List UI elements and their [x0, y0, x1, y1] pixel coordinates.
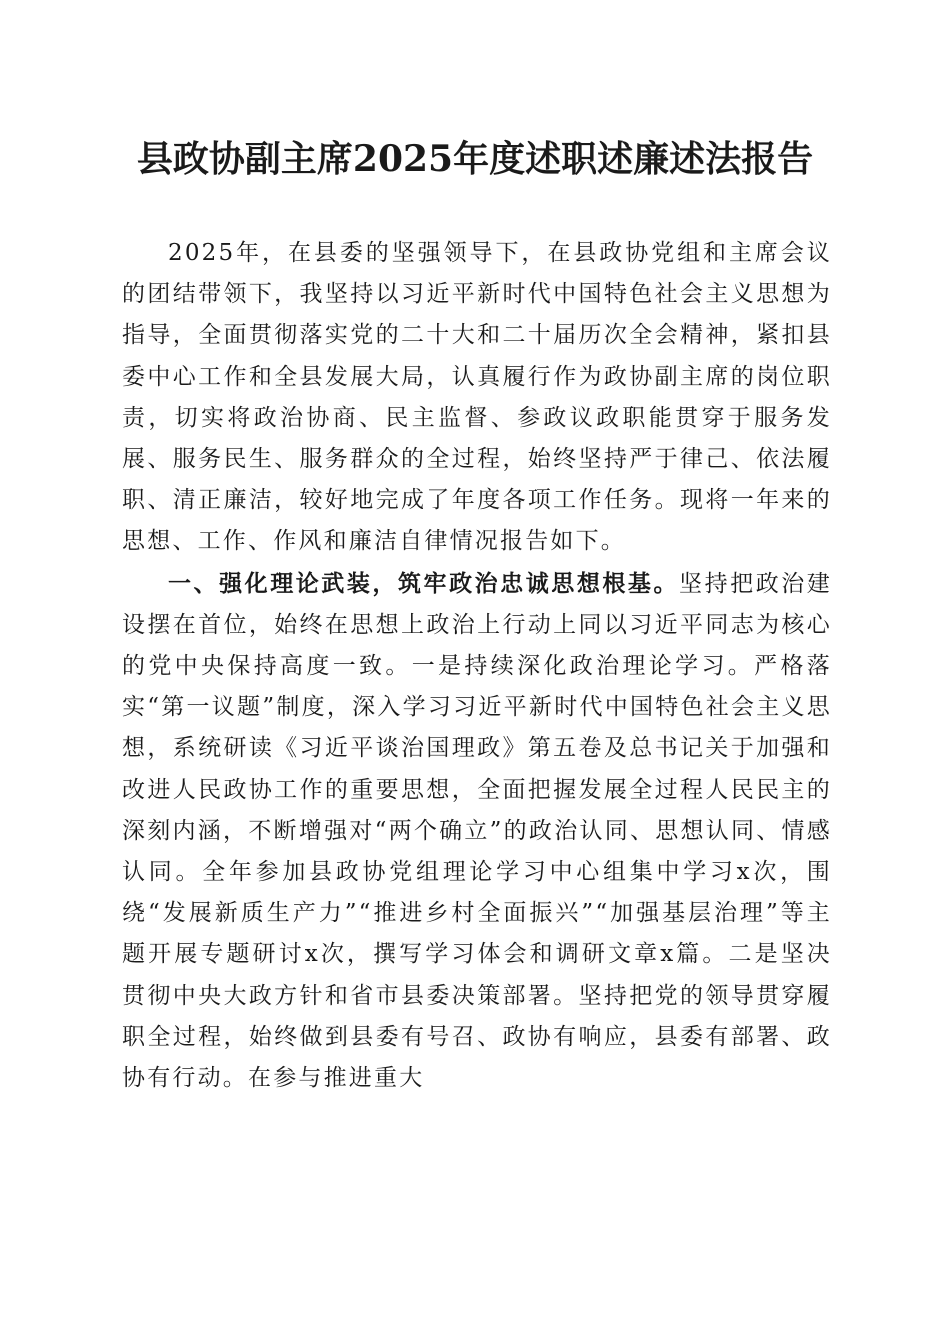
section-1-text: 坚持把政治建设摆在首位，始终在思想上政治上行动上同以习近平同志为核心的党中央保持高度一致。一是持续深化政治理论学习。严格落实“第一议题”制度，深入学习习近平新时代中国特色社会主义思想，系统研读《习近平谈治国理政》第五卷及总书记关于加强和改进人民政协工作的重要思想，全面把握发展全过程人民民主的深刻内涵，不断增强对“两个确立”的政治认同、思想认同、情感认同。全年参加县政协党组理论学习中心组集中学习x次，围绕“发展新质生产力”“推进乡村全面振兴”“加强基层治理”等主题开展专题研讨x次，撰写学习体会和调研文章x篇。二是坚决贯彻中央大政方针和省市县委决策部署。坚持把党的领导贯穿履职全过程，始终做到县委有号召、政协有响应，县委有部署、政协有行动。在参与推进重大: [122, 570, 833, 1092]
paragraph-section-1: [122, 563, 832, 1100]
document-body: [122, 233, 832, 1099]
document-title: 县政协副主席2025年度述职述廉述法报告: [136, 138, 814, 180]
section-1-heading: 一、强化理论武装，筑牢政治忠诚思想根基。: [168, 569, 680, 597]
paragraph-intro: [122, 233, 832, 563]
paragraph-intro-text: 2025年，在县委的坚强领导下，在县政协党组和主席会议的团结带领下，我坚持以习近平新时代中国特色社会主义思想为指导，全面贯彻落实党的二十大和二十届历次全会精神，紧扣县委中心工作和全县发展大局，认真履行作为政协副主席的岗位职责，切实将政治协商、民主监督、参政议政职能贯穿于服务发展、服务民生、服务群众的全过程，始终坚持严于律己、依法履职、清正廉洁，较好地完成了年度各项工作任务。现将一年来的思想、工作、作风和廉洁自律情况报告如下。: [122, 240, 832, 555]
